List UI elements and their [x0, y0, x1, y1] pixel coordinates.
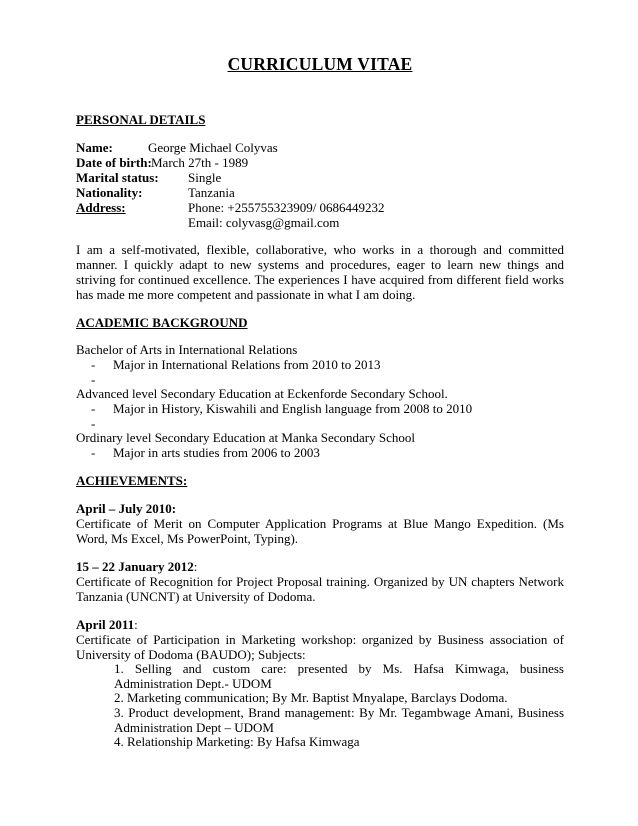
empty-bullet: -: [91, 372, 96, 387]
phone-value: Phone: +255755323909/ 0686449232: [188, 200, 385, 215]
academic-heading: ACADEMIC BACKGROUND: [76, 315, 248, 330]
name-row: [76, 140, 564, 155]
marital-value: Single: [188, 170, 222, 185]
workshop-subject: 4. Relationship Marketing: By Hafsa Kimwaga: [114, 734, 360, 749]
workshop-subject: 1. Selling and custom care: presented by Ms. Hafsa Kimwaga, business Administration Dept.- UDOM: [114, 661, 564, 691]
achievement-date: April 2011:: [76, 617, 138, 632]
email-value: Email: colyvasg@gmail.com: [188, 215, 340, 230]
achievement-text: Certificate of Merit on Computer Application Programs at Blue Mango Expedition. (Ms Word, Ms Excel, Ms PowerPoint, Typing).: [76, 516, 564, 546]
achievements-heading: ACHIEVEMENTS:: [76, 473, 188, 488]
academic-item-title: Advanced level Secondary Education at Eckenforde Secondary School.: [76, 386, 448, 401]
academic-item-title: Ordinary level Secondary Education at Manka Secondary School: [76, 430, 415, 445]
name-label: Name:: [76, 140, 113, 155]
summary-paragraph: I am a self-motivated, flexible, collaborative, who works in a thorough and committed manner. I quickly adapt to new systems and procedures, eager to learn new things and striving for continued excellence. The experiences I have acquired from different field works has made me more competent and passionate in what I am doing.: [76, 242, 564, 302]
address-label: Address:: [76, 200, 126, 215]
academic-item-detail: - Major in International Relations from 2010 to 2013: [91, 357, 381, 372]
address-row: [76, 200, 564, 215]
name-value: George Michael Colyvas: [148, 140, 278, 155]
dob-label: Date of birth:: [76, 155, 152, 170]
achievement-text: Certificate of Recognition for Project Proposal training. Organized by UN chapters Network Tanzania (UNCNT) at University of Dodoma.: [76, 574, 564, 604]
workshop-subject: 2. Marketing communication; By Mr. Baptist Mnyalape, Barclays Dodoma.: [114, 690, 508, 705]
achievement-date: 15 – 22 January 2012:: [76, 559, 198, 574]
empty-bullet: -: [91, 416, 96, 431]
marital-label: Marital status:: [76, 170, 159, 185]
nationality-row: [76, 185, 564, 200]
academic-item-title: Bachelor of Arts in International Relations: [76, 342, 298, 357]
nationality-label: Nationality:: [76, 185, 143, 200]
dob-row: [76, 155, 564, 170]
document-title: CURRICULUM VITAE: [227, 54, 413, 74]
personal-details-heading: PERSONAL DETAILS: [76, 112, 206, 127]
achievement-date: April – July 2010:: [76, 501, 177, 516]
achievement-text: Certificate of Participation in Marketing workshop: organized by Business association of University of Dodoma (BAUDO); Subjects:: [76, 632, 564, 662]
dob-value: March 27th - 1989: [151, 155, 249, 170]
academic-item-detail: - Major in History, Kiswahili and English language from 2008 to 2010: [91, 401, 473, 416]
academic-item-detail: - Major in arts studies from 2006 to 2003: [91, 445, 320, 460]
nationality-value: Tanzania: [188, 185, 235, 200]
workshop-subject: 3. Product development, Brand management: By Mr. Tegambwage Amani, Business Administration Dept – UDOM: [114, 705, 564, 735]
marital-row: [76, 170, 564, 185]
